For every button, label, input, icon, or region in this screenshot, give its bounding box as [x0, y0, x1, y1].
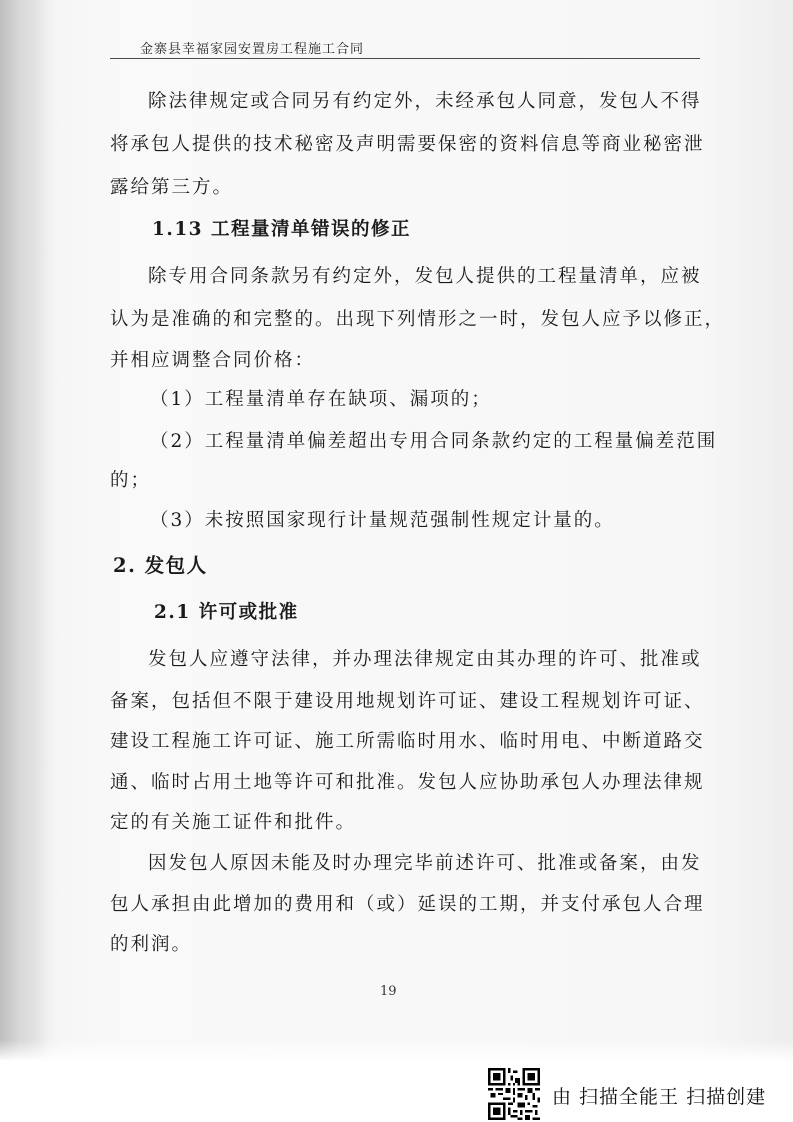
- paragraph-line: 的利润。: [110, 934, 193, 955]
- paragraph-line: 并相应调整合同价格：: [110, 350, 316, 371]
- list-item-3: （3）未按照国家现行计量规范强制性规定计量的。: [150, 510, 615, 531]
- section-heading-1-13: 1.13 工程量清单错误的修正: [152, 219, 411, 240]
- section-heading-2-1: 2.1 许可或批准: [154, 602, 299, 623]
- paragraph-line: 认为是准确的和完整的。出现下列情形之一时，发包人应予以修正，: [110, 309, 726, 330]
- paragraph-line: 定的有关施工证件和批件。: [110, 812, 357, 833]
- running-header: 金寨县幸福家园安置房工程施工合同: [140, 42, 365, 57]
- paragraph-line: 将承包人提供的技术秘密及声明需要保密的资料信息等商业秘密泄: [110, 134, 705, 155]
- paragraph-line: 发包人应遵守法律，并办理法律规定由其办理的许可、批准或: [148, 649, 702, 670]
- paragraph-line: 包人承担由此增加的费用和（或）延误的工期，并支付承包人合理: [110, 894, 705, 915]
- header-rule: [110, 58, 700, 59]
- paragraph-line: 备案，包括但不限于建设用地规划许可证、建设工程规划许可证、: [110, 691, 705, 712]
- qr-code-icon: [488, 1068, 540, 1120]
- list-item-2-continued: 的；: [110, 470, 152, 491]
- chapter-heading-2: 2. 发包人: [113, 554, 208, 577]
- page-bottom-fade: [0, 1040, 793, 1062]
- scanner-watermark: 由 扫描全能王 扫描创建: [552, 1086, 767, 1108]
- list-item-1: （1）工程量清单存在缺项、漏项的；: [150, 389, 492, 410]
- paragraph-line: 建设工程施工许可证、施工所需临时用水、临时用电、中断道路交: [110, 731, 705, 752]
- list-item-2: （2）工程量清单偏差超出专用合同条款约定的工程量偏差范围: [150, 431, 718, 452]
- paragraph-line: 因发包人原因未能及时办理完毕前述许可、批准或备案，由发: [148, 853, 702, 874]
- paragraph-line: 露给第三方。: [110, 177, 234, 198]
- paragraph-line: 通、临时占用土地等许可和批准。发包人应协助承包人办理法律规: [110, 772, 705, 793]
- page-number: 19: [380, 984, 397, 999]
- paragraph-line: 除法律规定或合同另有约定外，未经承包人同意，发包人不得: [148, 91, 702, 112]
- paragraph-line: 除专用合同条款另有约定外，发包人提供的工程量清单，应被: [148, 266, 702, 287]
- binding-shadow: [0, 0, 50, 1060]
